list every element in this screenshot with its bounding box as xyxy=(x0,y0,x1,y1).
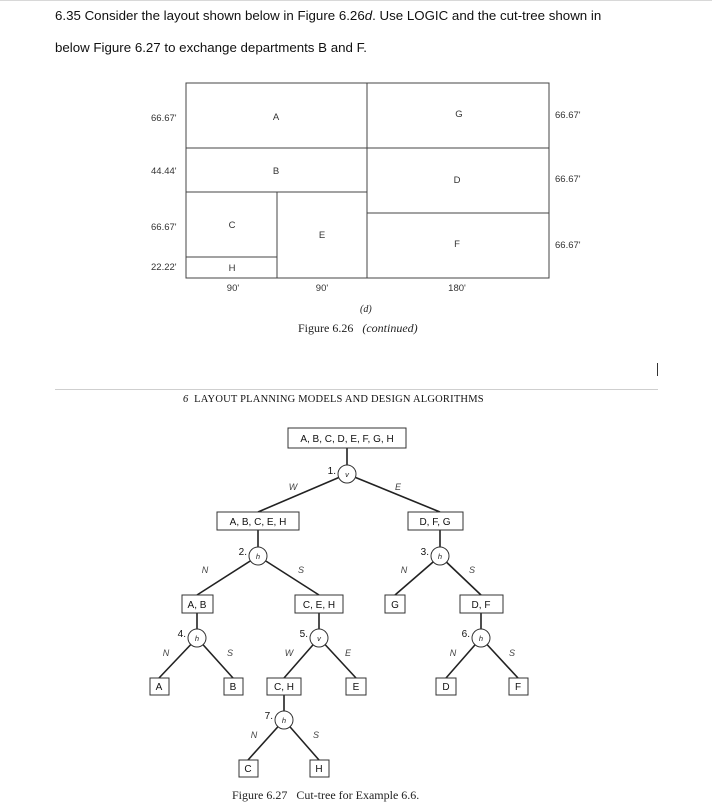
cut-type-2: h xyxy=(255,552,261,561)
question-line-2: below Figure 6.27 to exchange departments B and F. xyxy=(55,40,367,55)
node-abceh: A, B, C, E, H xyxy=(229,517,287,528)
dept-B: B xyxy=(272,166,280,177)
cut-type-5: v xyxy=(317,634,321,643)
dept-E: E xyxy=(318,230,326,241)
dept-C: C xyxy=(228,220,236,231)
dept-F: F xyxy=(454,239,460,250)
node-dfg: D, F, G xyxy=(419,517,451,528)
dir-s-2: S xyxy=(297,565,305,575)
running-head: 6 LAYOUT PLANNING MODELS AND DESIGN ALGORITHMS xyxy=(183,394,484,405)
cut-type-6: h xyxy=(478,634,484,643)
cut-type-4: h xyxy=(194,634,200,643)
left-dim-3: 66.67' xyxy=(151,222,177,233)
dir-n-3: N xyxy=(400,565,408,575)
node-c: C xyxy=(244,764,252,775)
figure-627-label: Figure 6.27 xyxy=(232,788,288,802)
right-dim-3: 66.67' xyxy=(555,240,581,251)
question-line-1: 6.35 Consider the layout shown below in Figure 6.26d. Use LOGIC and the cut-tree shown in xyxy=(55,8,602,23)
node-g: G xyxy=(391,600,399,611)
cut-num-3: 3. xyxy=(420,547,429,558)
bottom-dim-1: 90' xyxy=(226,283,240,294)
left-dim-4: 22.22' xyxy=(151,262,177,273)
node-f: F xyxy=(514,682,522,693)
bottom-dim-2: 90' xyxy=(315,283,329,294)
cut-type-7: h xyxy=(281,716,287,725)
cut-type-1: v xyxy=(345,470,349,479)
dir-w-5: W xyxy=(284,648,294,658)
node-h: H xyxy=(315,764,323,775)
dept-A: A xyxy=(272,112,280,123)
node-root: A, B, C, D, E, F, G, H xyxy=(300,434,394,445)
dir-w-1: W xyxy=(288,482,298,492)
node-a: A xyxy=(155,682,163,693)
node-ceh: C, E, H xyxy=(302,600,336,611)
dir-n-7: N xyxy=(250,730,258,740)
node-d: D xyxy=(442,682,450,693)
cut-num-7: 7. xyxy=(264,711,273,722)
dir-n-4: N xyxy=(162,648,170,658)
figure-626-continued: (continued) xyxy=(362,321,418,335)
dir-e-1: E xyxy=(394,482,402,492)
cut-num-2: 2. xyxy=(238,547,247,558)
node-ab: A, B xyxy=(187,600,207,611)
dept-D: D xyxy=(453,175,461,186)
dir-s-3: S xyxy=(468,565,476,575)
figure-627-caption xyxy=(232,788,419,803)
dir-n-6: N xyxy=(449,648,457,658)
cut-num-6: 6. xyxy=(461,629,470,640)
node-e: E xyxy=(352,682,360,693)
node-df: D, F xyxy=(471,600,491,611)
figure-sublabel: (d) xyxy=(360,304,372,315)
figure-627-text: Cut-tree for Example 6.6. xyxy=(296,788,420,802)
cut-num-4: 4. xyxy=(177,629,186,640)
left-dim-2: 44.44' xyxy=(151,166,177,177)
cut-num-5: 5. xyxy=(299,629,308,640)
dir-e-5: E xyxy=(344,648,352,658)
left-dim-1: 66.67' xyxy=(151,113,177,124)
bottom-dim-3: 180' xyxy=(448,283,466,294)
node-ch: C, H xyxy=(274,682,294,693)
cut-type-3: h xyxy=(437,552,443,561)
node-b: B xyxy=(229,682,237,693)
dir-s-4: S xyxy=(226,648,234,658)
dir-s-6: S xyxy=(508,648,516,658)
dir-n-2: N xyxy=(201,565,209,575)
right-dim-2: 66.67' xyxy=(555,174,581,185)
dir-s-7: S xyxy=(312,730,320,740)
figure-626-label: Figure 6.26 xyxy=(298,321,354,335)
cut-num-1: 1. xyxy=(327,466,336,477)
right-dim-1: 66.67' xyxy=(555,110,581,121)
dept-H: H xyxy=(228,263,236,274)
dept-G: G xyxy=(455,109,463,120)
